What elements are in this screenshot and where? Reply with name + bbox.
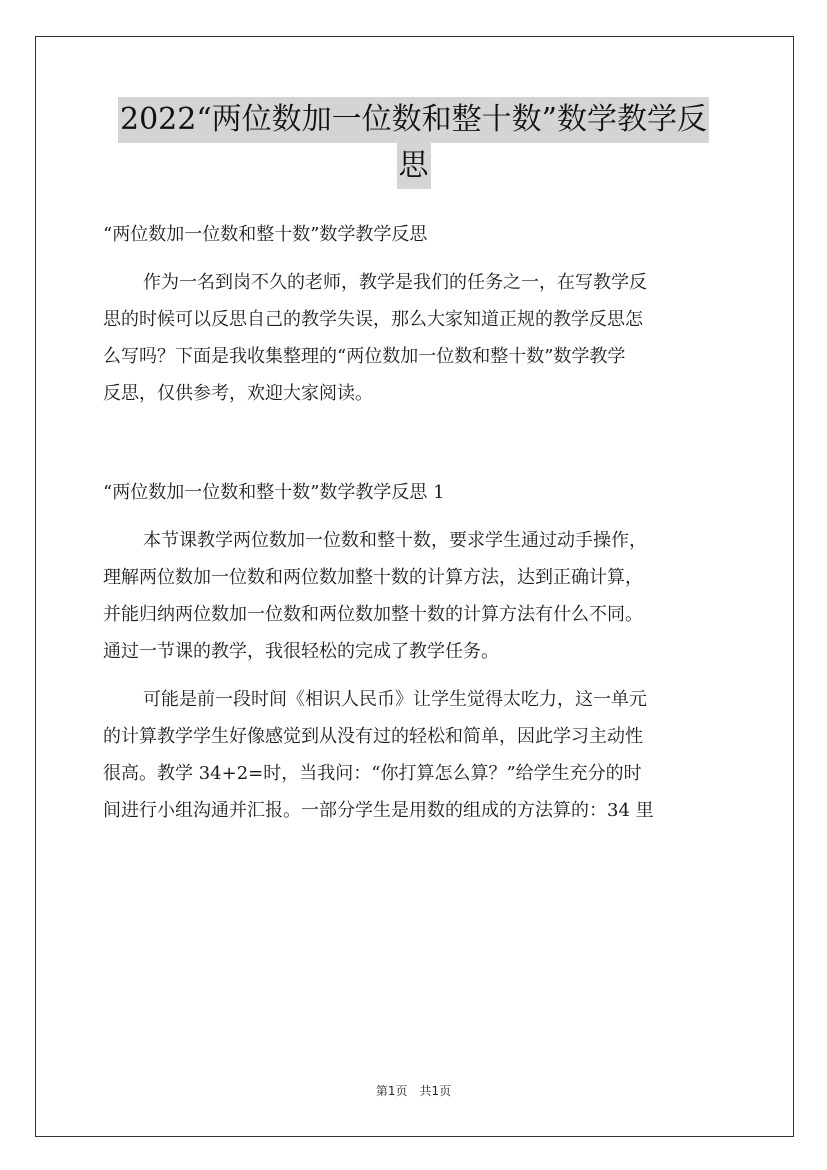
section1-paragraph-1: [103, 522, 725, 670]
paragraph-line: 可能是前一段时间《相识人民币》让学生觉得太吃力，这一单元: [143, 689, 647, 710]
page-footer: 第1页 共1页: [375, 1084, 452, 1098]
document-body: [103, 216, 725, 829]
section-heading: “两位数加一位数和整十数”数学教学反思 1: [103, 482, 445, 503]
paragraph-line: 很高。教学 34+2=时，当我问：“你打算怎么算？”给学生充分的时: [103, 763, 642, 784]
section1-paragraph-2: [103, 681, 725, 829]
subtitle: “两位数加一位数和整十数”数学教学反思: [103, 224, 428, 245]
paragraph-line: 本节课教学两位数加一位数和整十数，要求学生通过动手操作，: [143, 530, 647, 551]
paragraph-line: 间进行小组沟通并汇报。一部分学生是用数的组成的方法算的：34 里: [103, 800, 654, 821]
intro-line: 作为一名到岗不久的老师，教学是我们的任务之一，在写教学反: [143, 272, 647, 293]
paragraph-line: 的计算教学学生好像感觉到从没有过的轻松和简单，因此学习主动性: [103, 726, 643, 747]
paragraph-line: 并能归纳两位数加一位数和两位数加整十数的计算方法有什么不同。: [103, 604, 643, 625]
document-title: [0, 97, 827, 189]
intro-line: 么写吗？下面是我收集整理的“两位数加一位数和整十数”数学教学: [103, 346, 626, 367]
title-line-2: 思: [397, 143, 431, 189]
intro-line: 反思，仅供参考，欢迎大家阅读。: [103, 383, 373, 404]
intro-line: 思的时候可以反思自己的教学失误，那么大家知道正规的教学反思怎: [103, 309, 643, 330]
title-line-1: 2022“两位数加一位数和整十数”数学教学反: [118, 97, 709, 143]
paragraph-line: 理解两位数加一位数和两位数加整十数的计算方法，达到正确计算，: [103, 567, 643, 588]
paragraph-line: 通过一节课的教学，我很轻松的完成了教学任务。: [103, 641, 499, 662]
intro-paragraph: [103, 264, 725, 412]
